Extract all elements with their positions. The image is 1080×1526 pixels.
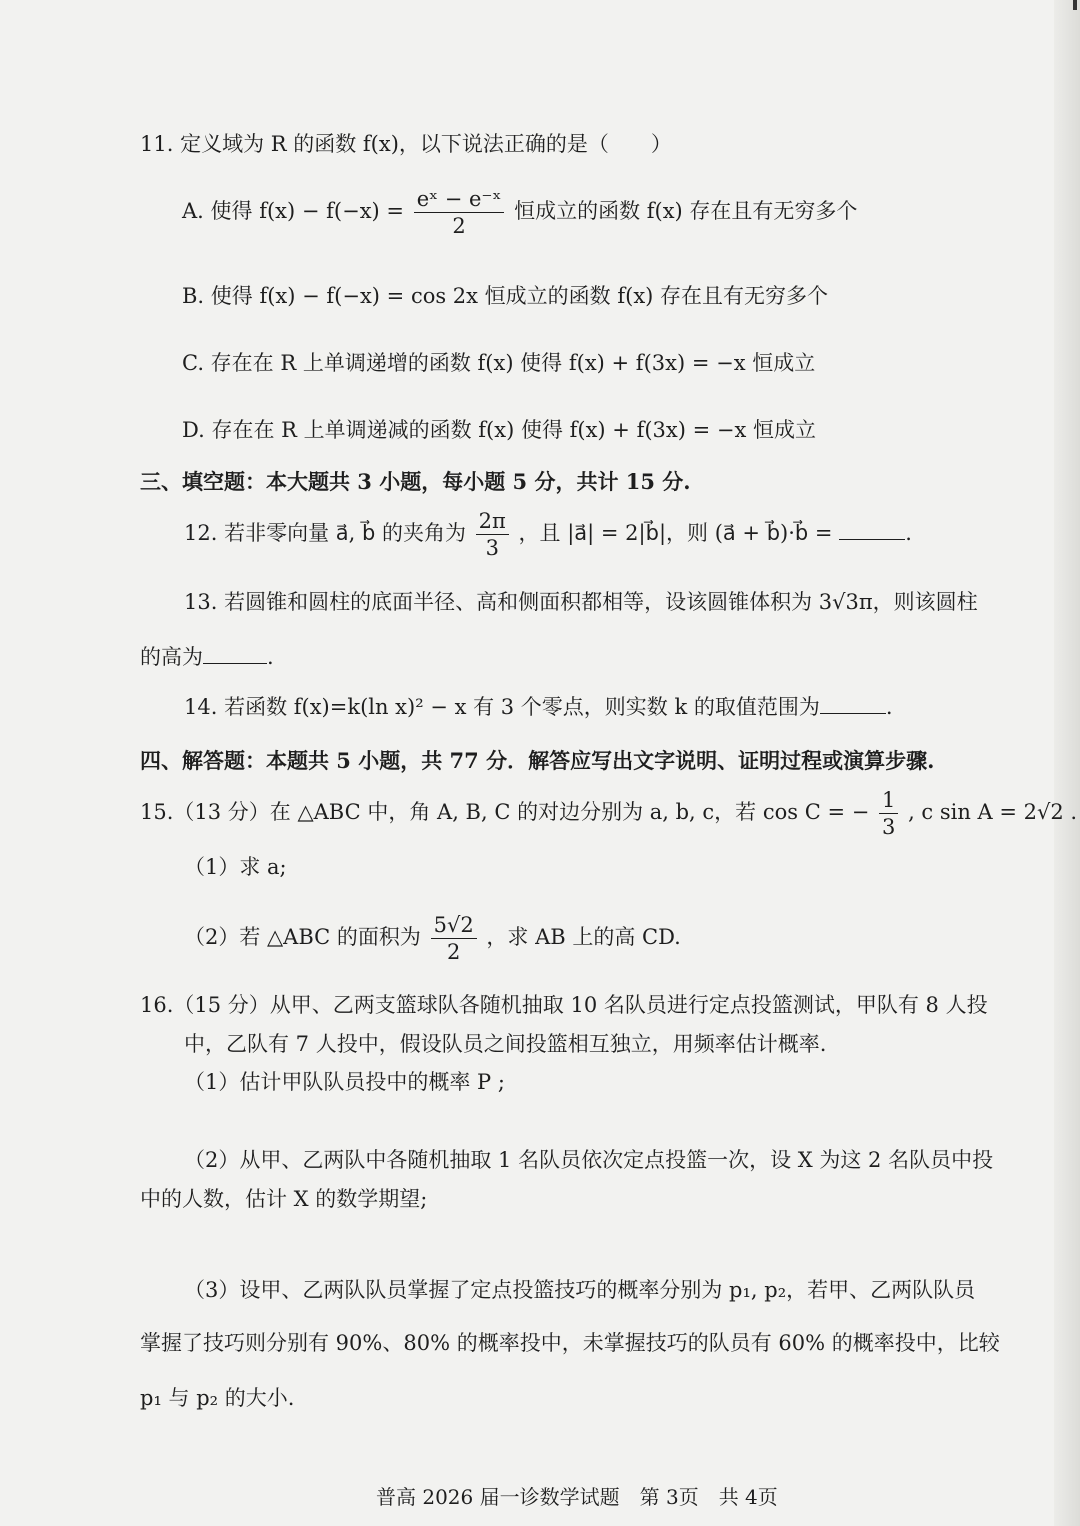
q11-stem: 11. 定义域为 R 的函数 f(x)，以下说法正确的是（ ） xyxy=(140,132,672,156)
q15-part1: （1）求 a; xyxy=(184,855,287,879)
q11-option-a xyxy=(182,186,857,239)
q13-end: . xyxy=(267,645,274,669)
q11-option-a-suffix: 恒成立的函数 f(x) 存在且有无穷多个 xyxy=(514,199,858,223)
q12-denominator: 3 xyxy=(485,536,499,560)
q13-line2 xyxy=(140,642,274,672)
q11-option-a-denominator: 2 xyxy=(452,214,466,238)
q11-option-c: C. 存在在 R 上单调递增的函数 f(x) 使得 f(x) + f(3x) = −x 恒成立 xyxy=(182,351,816,375)
q15-area-denominator: 2 xyxy=(446,940,461,964)
q16-part3-line1: （3）设甲、乙两队队员掌握了定点投篮技巧的概率分别为 p₁, p₂，若甲、乙两队队员 xyxy=(184,1278,976,1302)
q13-answer-blank xyxy=(203,643,267,664)
q15-part2-prefix: （2）若 △ABC 的面积为 xyxy=(184,925,421,949)
page-edge-shadow xyxy=(1054,0,1080,1526)
q16-part3-line2: 掌握了技巧则分别有 90%、80% 的概率投中，未掌握技巧的队员有 60% 的概率投中，比较 xyxy=(140,1331,1000,1355)
q15-area-fraction xyxy=(431,912,477,965)
q16-part2-line1: （2）从甲、乙两队中各随机抽取 1 名队员依次定点投篮一次，设 X 为这 2 名队员中投 xyxy=(184,1148,994,1172)
q14-text: 14. 若函数 f(x)=k(ln x)² − x 有 3 个零点，则实数 k 的取值范围为 xyxy=(184,695,820,719)
q11-option-a-numerator: eˣ − e⁻ˣ xyxy=(414,186,505,213)
q11-option-b: B. 使得 f(x) − f(−x) = cos 2x 恒成立的函数 f(x) 存在且有无穷多个 xyxy=(182,284,829,308)
q12 xyxy=(184,508,912,561)
q16-line1: 16.（15 分）从甲、乙两支篮球队各随机抽取 10 名队员进行定点投篮测试，甲队有 8 人投 xyxy=(140,993,988,1017)
q14-end: . xyxy=(885,695,893,719)
q13-line2-text: 的高为 xyxy=(140,645,203,669)
q14 xyxy=(184,692,893,722)
edge-mark xyxy=(1073,0,1077,10)
section4-heading: 四、解答题：本题共 5 小题，共 77 分．解答应写出文字说明、证明过程或演算步骤. xyxy=(140,748,935,773)
q16-part2-line2: 中的人数，估计 X 的数学期望; xyxy=(140,1187,428,1211)
q11-option-d: D. 存在在 R 上单调递减的函数 f(x) 使得 f(x) + f(3x) = −x 恒成立 xyxy=(182,418,816,442)
page-footer: 普高 2026 届一诊数学试题 第 3页 共 4页 xyxy=(376,1485,778,1509)
q12-prefix: 12. 若非零向量 a⃗, b⃗ 的夹角为 xyxy=(184,521,466,545)
q15-numerator: 1 xyxy=(879,787,898,814)
q16-part1: （1）估计甲队队员投中的概率 P ; xyxy=(184,1070,505,1094)
q12-answer-blank xyxy=(839,519,905,540)
q11-option-a-fraction xyxy=(414,186,505,239)
q15-prefix: 15.（13 分）在 △ABC 中，角 A, B, C 的对边分别为 a, b, c，若 cos C = − xyxy=(140,800,870,824)
q15-part2-suffix: ，求 AB 上的高 CD. xyxy=(486,925,681,949)
q13-line1: 13. 若圆锥和圆柱的底面半径、高和侧面积都相等，设该圆锥体积为 3√3π，则该圆柱 xyxy=(184,590,978,614)
q15-cos-fraction xyxy=(879,787,898,840)
q12-suffix: ，且 |a⃗| = 2|b⃗|，则 (a⃗ + b⃗)·b⃗ = xyxy=(518,521,833,545)
q12-numerator: 2π xyxy=(476,508,509,535)
q12-fraction xyxy=(476,508,509,561)
q16-part3-line3: p₁ 与 p₂ 的大小. xyxy=(140,1386,295,1410)
q15-denominator: 3 xyxy=(882,815,896,839)
section3-heading: 三、填空题：本大题共 3 小题，每小题 5 分，共计 15 分. xyxy=(140,469,691,494)
q15-area-numerator: 5√2 xyxy=(431,912,477,939)
q12-end: . xyxy=(905,521,912,545)
q14-answer-blank xyxy=(820,693,886,714)
q16-line2: 中，乙队有 7 人投中，假设队员之间投篮相互独立，用频率估计概率. xyxy=(184,1032,827,1056)
q15-suffix: , c sin A = 2√2 . xyxy=(908,800,1078,824)
q11-option-a-prefix: A. 使得 f(x) − f(−x) = xyxy=(182,199,405,223)
q15-part2 xyxy=(184,912,681,965)
q15-stem xyxy=(140,787,1077,840)
